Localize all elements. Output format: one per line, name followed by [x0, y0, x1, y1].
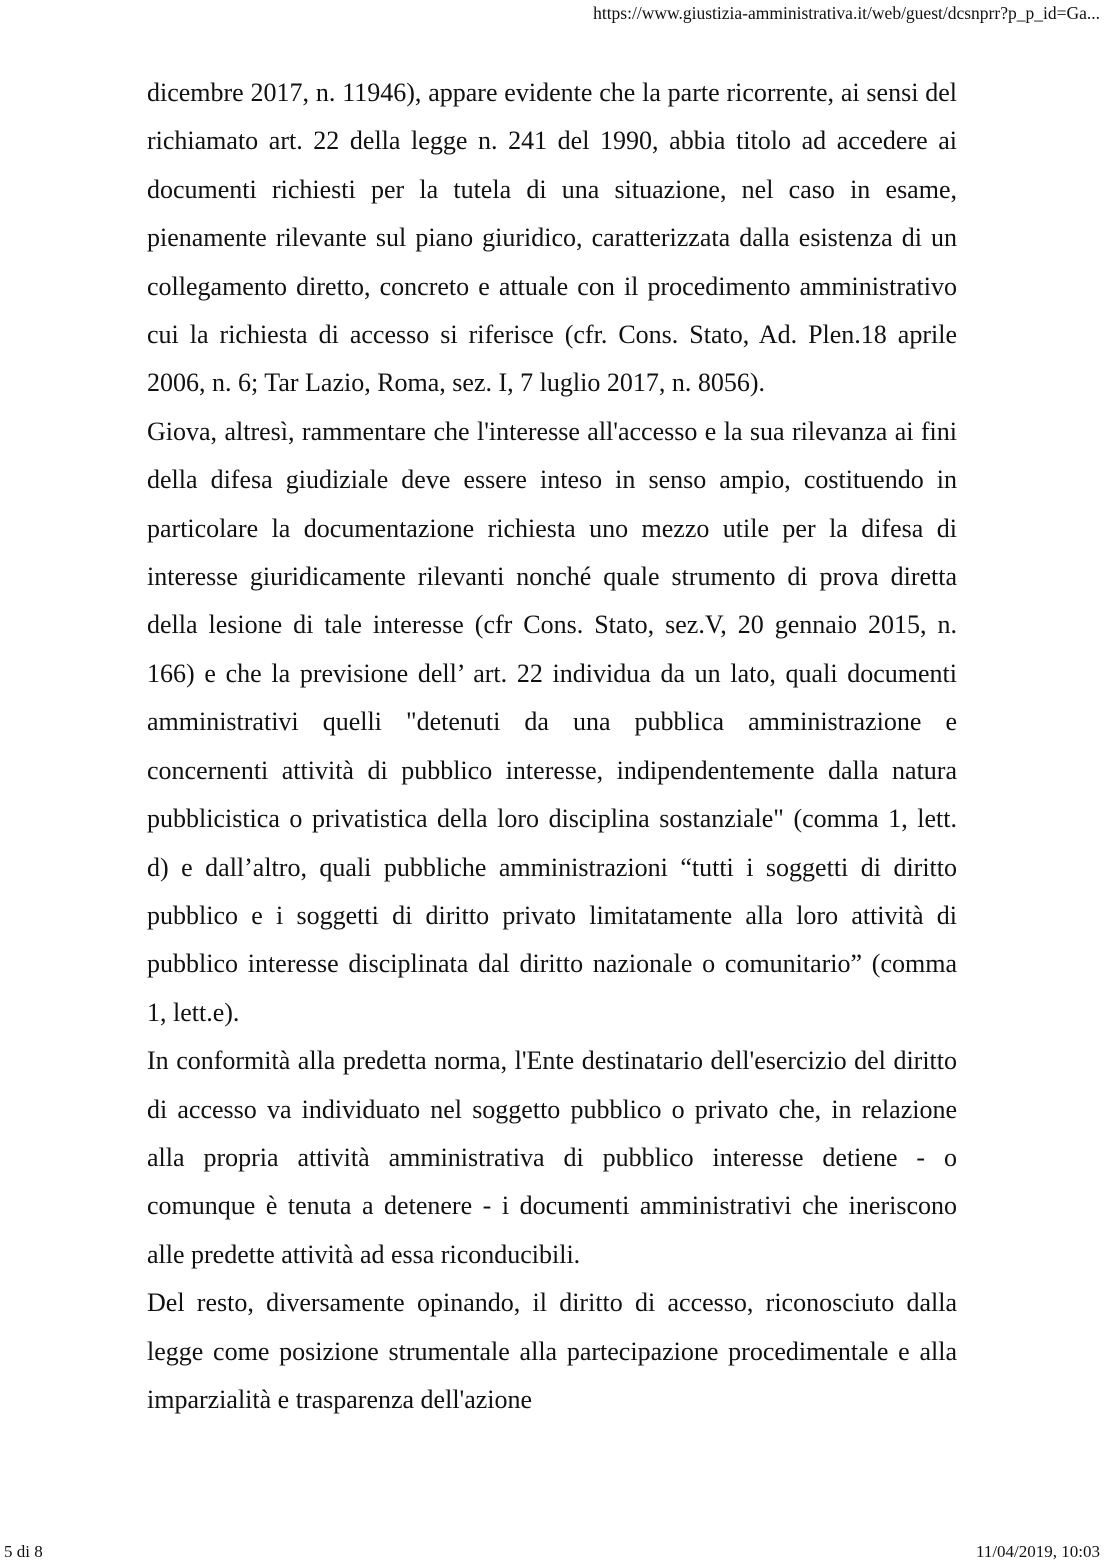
page-indicator: 5 di 8 — [4, 1542, 43, 1561]
print-datetime: 11/04/2019, 10:03 — [975, 1542, 1100, 1561]
paragraph-2: Giova, altresì, rammentare che l'interesse all'accesso e la sua rilevanza ai fini della difesa giudiziale deve essere inteso in senso ampio, costituendo in particolare la documentazione richiesta uno mezzo utile per la difesa di interesse giuridicamente rilevanti nonché quale strumento di prova diretta della lesione di tale interesse (cfr Cons. Stato, sez.V, 20 gennaio 2015, n. 166) e che la previsione dell’ art. 22 individua da un lato, quali documenti amministrativi quelli "detenuti da una pubblica amministrazione e concernenti attività di pubblico interesse, indipendentemente dalla natura pubblicistica o privatistica della loro disciplina sostanziale" (comma 1, lett. d) e dall’altro, quali pubbliche amministrazioni “tutti i soggetti di diritto pubblico e i soggetti di diritto privato limitatamente alla loro attività di pubblico interesse disciplinata dal diritto nazionale o comunitario” (comma 1, lett.e). — [147, 416, 957, 1027]
document-body — [147, 69, 957, 1424]
paragraph-3: In conformità alla predetta norma, l'Ente destinatario dell'esercizio del diritto di accesso va individuato nel soggetto pubblico o privato che, in relazione alla propria attività amministrativa di pubblico interesse detiene - o comunque è tenuta a detenere - i documenti amministrativi che ineriscono alle predette attività ad essa riconducibili. — [147, 1046, 957, 1269]
page-url-header: https://www.giustizia-amministrativa.it/web/guest/dcsnprr?p_p_id=Ga... — [593, 3, 1100, 23]
paragraph-4: Del resto, diversamente opinando, il diritto di accesso, riconosciuto dalla legge come posizione strumentale alla partecipazione procedimentale e alla imparzialità e trasparenza dell'azione — [147, 1288, 957, 1414]
paragraph-1: dicembre 2017, n. 11946), appare evidente che la parte ricorrente, ai sensi del richiamato art. 22 della legge n. 241 del 1990, abbia titolo ad accedere ai documenti richiesti per la tutela di una situazione, nel caso in esame, pienamente rilevante sul piano giuridico, caratterizzata dalla esistenza di un collegamento diretto, concreto e attuale con il procedimento amministrativo cui la richiesta di accesso si riferisce (cfr. Cons. Stato, Ad. Plen.18 aprile 2006, n. 6; Tar Lazio, Roma, sez. I, 7 luglio 2017, n. 8056). — [147, 78, 957, 398]
